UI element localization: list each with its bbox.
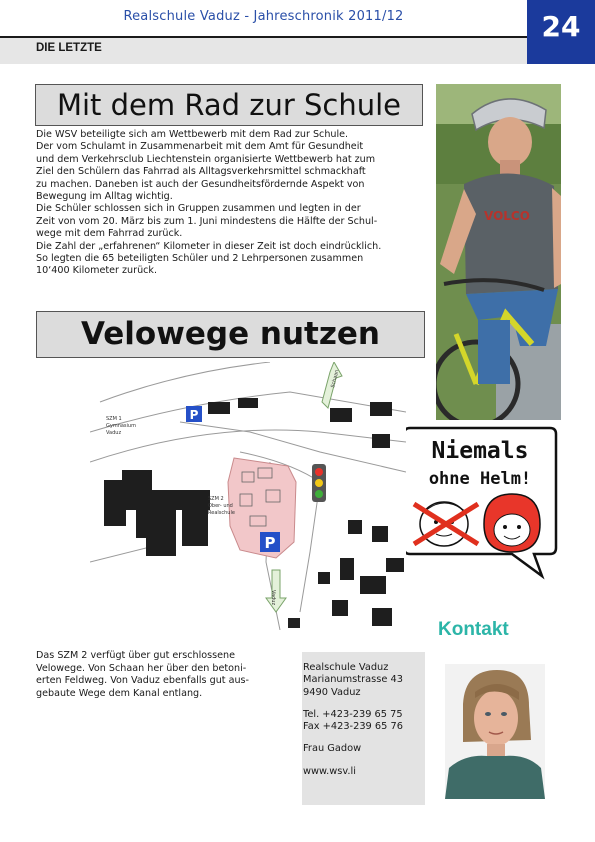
body-line: Der vom Schulamt in Zusammenarbeit mit dem Amt für Gesundheit bbox=[36, 141, 364, 153]
map-label-szm2-type: Realschule bbox=[208, 510, 235, 516]
page-number-badge: 24 bbox=[527, 0, 595, 64]
bus-icon bbox=[288, 618, 300, 628]
body-line: gebaute Wege dem Kanal entlang. bbox=[36, 687, 203, 699]
body-line: Velowege. Von Schaan her über den betoni- bbox=[36, 662, 247, 674]
contact-info-box bbox=[302, 652, 425, 805]
map-label-szm2-sub: Ober- und bbox=[208, 503, 233, 509]
body-line: Die WSV beteiligte sich am Wettbewerb mit dem Rad zur Schule. bbox=[36, 129, 349, 140]
contact-street: Marianumstrasse 43 bbox=[303, 674, 403, 686]
article-title-velowege: Velowege nutzen bbox=[36, 311, 425, 358]
body-line: So legten die 65 beteiligten Schüler und 2 Lehrpersonen zusammen bbox=[36, 253, 364, 265]
body-line: Zeit von vom 20. März bis zum 1. Juni mindestens die Hälfte der Schul- bbox=[36, 215, 378, 227]
parking-icon bbox=[260, 532, 280, 552]
article-body-velowege bbox=[36, 650, 298, 700]
map-label-szm1: SZM 1 bbox=[106, 416, 122, 422]
svg-text:P: P bbox=[264, 534, 276, 552]
chronicle-header-title: Realschule Vaduz - Jahreschronik 2011/12 bbox=[123, 9, 404, 24]
contact-school: Realschule Vaduz bbox=[303, 662, 389, 673]
poster-line2: ohne Helm! bbox=[428, 469, 532, 489]
body-line: erten Feldweg. Von Vaduz ebenfalls gut aus- bbox=[36, 675, 250, 687]
helmet-poster bbox=[400, 420, 561, 582]
article-title-rad: Mit dem Rad zur Schule bbox=[35, 84, 423, 126]
contact-heading: Kontakt bbox=[438, 619, 509, 640]
article-body-rad bbox=[36, 129, 428, 278]
body-line: Die Zahl der „erfahrenen“ Kilometer in dieser Zeit ist doch eindrücklich. bbox=[36, 240, 382, 252]
cyclist-photo bbox=[436, 84, 561, 420]
contact-person: Frau Gadow bbox=[303, 743, 362, 755]
svg-text:VOLCO: VOLCO bbox=[484, 209, 530, 223]
poster-line1: Niemals bbox=[431, 438, 529, 464]
map-label-szm1-place: Vaduz bbox=[106, 430, 122, 436]
body-line: Ziel den Schülern das Fahrrad als Alltagsverkehrsmittel schmackhaft bbox=[36, 166, 366, 178]
body-line: Die Schüler schlossen sich in Gruppen zusammen und legten in der bbox=[36, 203, 361, 215]
traffic-light-icon bbox=[312, 464, 326, 502]
school-route-map bbox=[90, 362, 406, 630]
contact-tel: Tel. +423-239 65 75 bbox=[303, 708, 403, 720]
body-line: 10‘400 Kilometer zurück. bbox=[36, 265, 158, 277]
contact-city: 9490 Vaduz bbox=[303, 686, 361, 698]
section-label: DIE LETZTE bbox=[36, 42, 102, 54]
body-line: Das SZM 2 verfügt über gut erschlossene bbox=[36, 650, 236, 661]
contact-website-link[interactable]: www.wsv.li bbox=[303, 765, 356, 777]
svg-text:P: P bbox=[189, 408, 199, 422]
contact-fax: Fax +423-239 65 76 bbox=[303, 721, 403, 733]
contact-portrait-photo bbox=[445, 664, 545, 799]
body-line: Bewegung im Alltag wichtig. bbox=[36, 191, 173, 203]
body-line: wege mit dem Fahrrad zurück. bbox=[36, 228, 183, 240]
body-line: und dem Verkehrsclub Liechtenstein organisierte Wettbewerb hat zum bbox=[36, 153, 376, 165]
map-label-szm1-sub: Gymnasium bbox=[106, 423, 136, 429]
parking-icon bbox=[186, 406, 202, 422]
map-label-szm2: SZM 2 bbox=[208, 496, 224, 502]
body-line: zu machen. Daneben ist auch der Gesundheitsfördernde Aspekt von bbox=[36, 178, 365, 190]
arrow-label-schaan: Schaan bbox=[330, 369, 341, 389]
arrow-label-vaduz: Vaduz bbox=[270, 590, 276, 606]
